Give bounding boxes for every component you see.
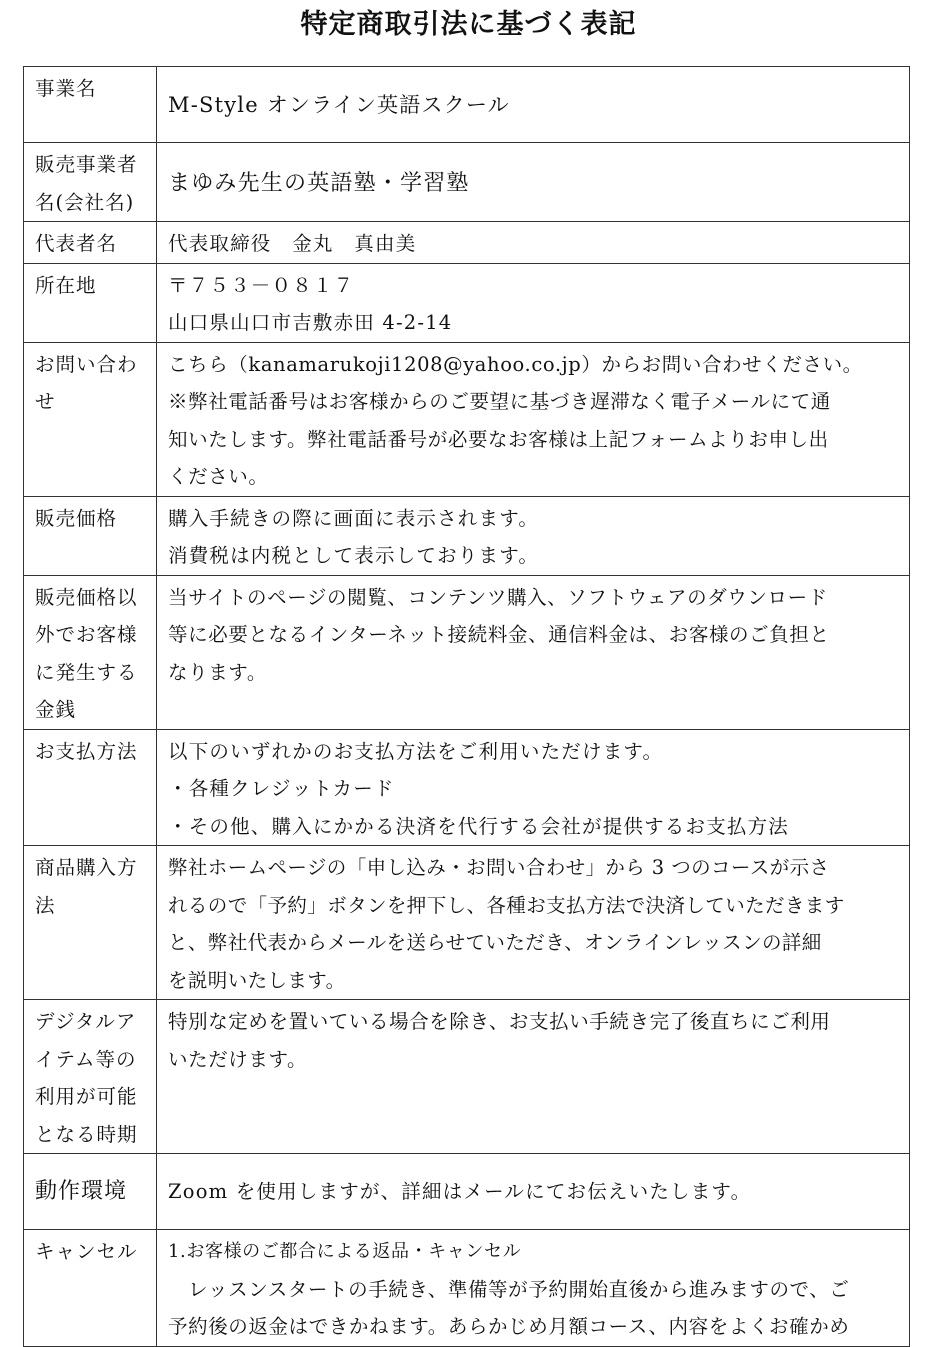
label-seller-name: 販売事業者 名(会社名) — [24, 143, 157, 222]
value-payment-method: 以下のいずれかのお支払方法をご利用いただけます。 ・各種クレジットカード ・その他、購入にかかる決済を代行する会社が提供するお支払方法 — [157, 729, 910, 846]
label-price: 販売価格 — [24, 496, 157, 575]
label-purchase-method: 商品購入方 法 — [24, 846, 157, 1000]
value-availability: 特別な定めを置いている場合を除き、お支払い手続き完了後直ちにご利用 いただけます。 — [157, 1000, 910, 1154]
row-contact — [24, 342, 910, 496]
row-cancel — [24, 1230, 910, 1347]
label-extra-costs: 販売価格以 外でお客様 に発生する 金銭 — [24, 575, 157, 729]
value-business-name: M-Style オンライン英語スクール — [157, 67, 910, 143]
row-seller-name — [24, 143, 910, 222]
value-purchase-method: 弊社ホームページの「申し込み・お問い合わせ」から 3 つのコースが示さ れるので「予約」ボタンを押下し、各種お支払方法で決済していただきます と、弊社代表からメールを送らせていただき、オンラインレッスンの詳細 を説明いたします。 — [157, 846, 910, 1000]
label-environment: 動作環境 — [24, 1154, 157, 1230]
row-environment — [24, 1154, 910, 1230]
value-extra-costs: 当サイトのページの閲覧、コンテンツ購入、ソフトウェアのダウンロード 等に必要となるインターネット接続料金、通信料金は、お客様のご負担と なります。 — [157, 575, 910, 729]
value-contact: こちら（kanamarukoji1208@yahoo.co.jp）からお問い合わせください。 ※弊社電話番号はお客様からのご要望に基づき遅滞なく電子メールにて通 知いたします。弊社電話番号が必要なお客様は上記フォームよりお申し出 ください。 — [157, 342, 910, 496]
label-representative: 代表者名 — [24, 222, 157, 264]
row-payment-method — [24, 729, 910, 846]
row-availability — [24, 1000, 910, 1154]
row-address — [24, 263, 910, 342]
legal-info-table — [23, 66, 910, 1347]
label-business-name: 事業名 — [24, 67, 157, 143]
label-payment-method: お支払方法 — [24, 729, 157, 846]
row-business-name — [24, 67, 910, 143]
value-seller-name: まゆみ先生の英語塾・学習塾 — [157, 143, 910, 222]
value-representative: 代表取締役 金丸 真由美 — [157, 222, 910, 264]
value-cancel: 1.お客様のご都合による返品・キャンセル レッスンスタートの手続き、準備等が予約開始直後から進みますので、ご 予約後の返金はできかねます。あらかじめ月額コース、内容をよくお確かめ — [157, 1230, 910, 1347]
row-extra-costs — [24, 575, 910, 729]
value-price: 購入手続きの際に画面に表示されます。 消費税は内税として表示しております。 — [157, 496, 910, 575]
label-availability: デジタルア イテム等の 利用が可能 となる時期 — [24, 1000, 157, 1154]
value-environment: Zoom を使用しますが、詳細はメールにてお伝えいたします。 — [157, 1154, 910, 1230]
page-title: 特定商取引法に基づく表記 — [300, 9, 637, 40]
row-representative — [24, 222, 910, 264]
label-contact: お問い合わ せ — [24, 342, 157, 496]
value-address: 〒７５３－０８１７ 山口県山口市吉敷赤田 4-2-14 — [157, 263, 910, 342]
label-address: 所在地 — [24, 263, 157, 342]
label-cancel: キャンセル — [24, 1230, 157, 1347]
row-price — [24, 496, 910, 575]
row-purchase-method — [24, 846, 910, 1000]
